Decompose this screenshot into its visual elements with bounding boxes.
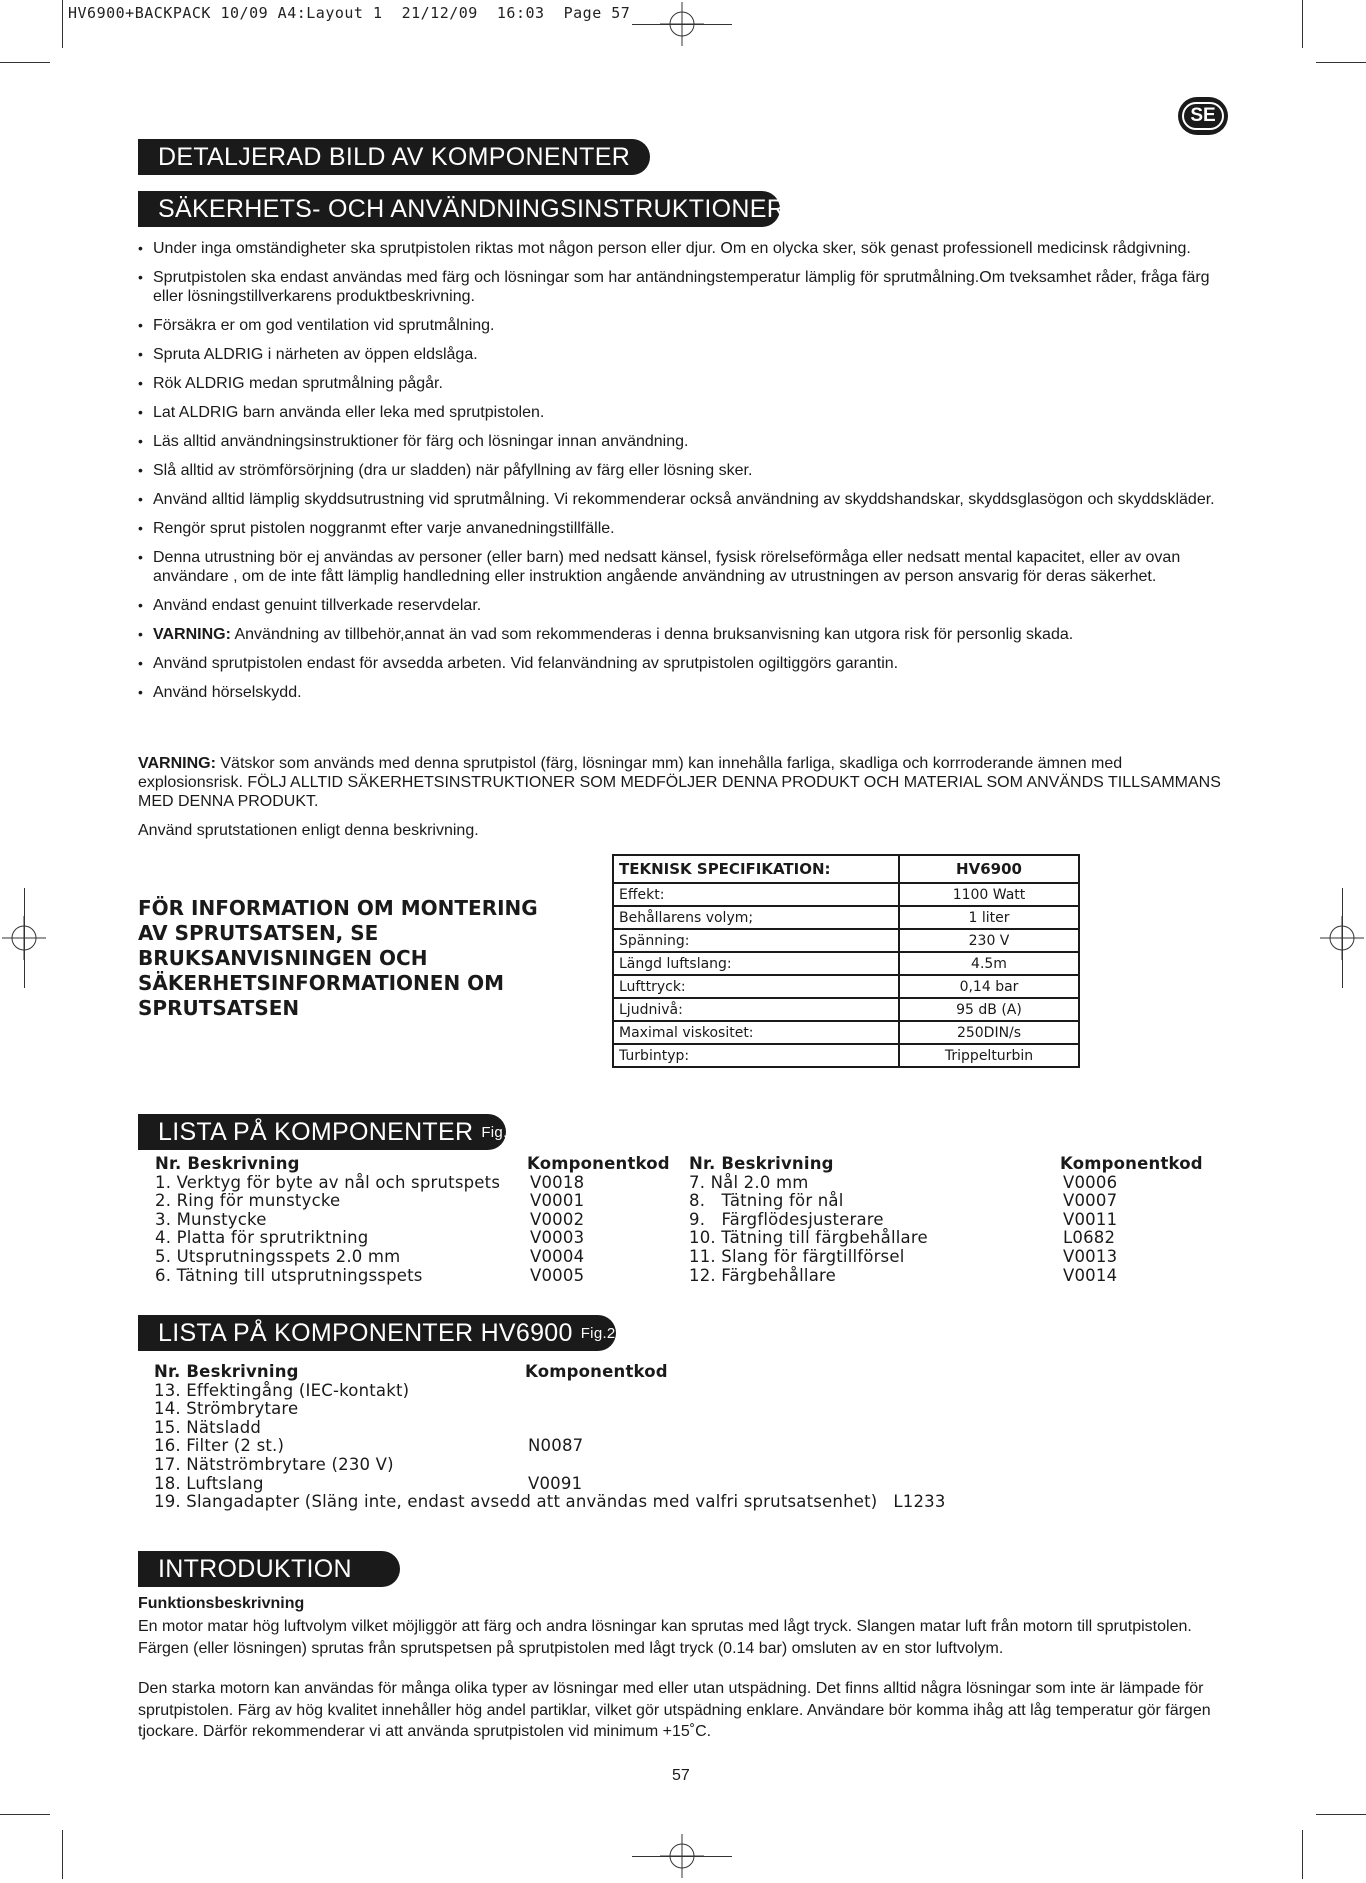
intro-paragraph-2: Den starka motorn kan användas för många olika typer av lösningar med eller utan utspädning. Det finns alltid några lösningar som inte är lämpade för sprutpistolen. Färg av hög kvalitet innehåller hög andel partiklar, vilket gör utspädning enklare. Användare bör komma ihåg att låg temperatur gör färgen tjockare. Därför rekommenderar vi att använda sprutpistolen vid minimum +15˚C.: [138, 1680, 1211, 1740]
list-item: • Försäkra er om god ventilation vid sprutmålning.: [138, 316, 1228, 335]
crop-mark: [0, 62, 50, 63]
crop-mark: [1316, 1814, 1366, 1815]
table-header-cell: HV6900: [899, 855, 1079, 883]
registration-mark-icon: [2, 916, 46, 960]
component-list-right: [689, 1155, 1209, 1285]
section-banner-components-fig2: [138, 1315, 616, 1351]
page-number: 57: [672, 1767, 690, 1784]
language-code: SE: [1182, 102, 1223, 130]
list-item: [155, 1248, 675, 1267]
warning-text: Vätskor som används med denna sprutpistol (färg, lösningar mm) kan innehålla farliga, skadliga och korrroderande ämnen med explosionsrisk. FÖLJ ALLTID SÄKERHETSINSTRUKTIONER SOM MEDFÖLJER DENNA PRODUKT OCH MATERIAL SOM ANVÄNDS TILLSAMMANS MED DENNA PRODUKT.: [138, 755, 1221, 810]
section-title: DETALJERAD BILD AV KOMPONENTER: [158, 142, 631, 171]
component-list-header: [689, 1155, 1209, 1174]
component-desc: 3. Munstycke: [155, 1209, 267, 1229]
list-item: [155, 1267, 675, 1286]
warning-label: VARNING:: [153, 626, 231, 643]
list-item: [689, 1174, 1209, 1193]
print-slug: HV6900+BACKPACK 10/09 A4:Layout 1 21/12/09 16:03 Page 57: [68, 4, 631, 22]
component-code: V0001: [530, 1191, 585, 1211]
component-list-left: [155, 1155, 675, 1285]
component-code: V0007: [1063, 1191, 1118, 1211]
spec-value: Trippelturbin: [899, 1044, 1079, 1067]
component-code: V0014: [1063, 1265, 1118, 1285]
table-header-cell: TEKNISK SPECIFIKATION:: [613, 855, 899, 883]
component-desc: 13. Effektingång (IEC-kontakt): [154, 1380, 410, 1400]
intro-subheading: Funktionsbeskrivning: [138, 1595, 305, 1612]
list-item: • Lat ALDRIG barn använda eller leka med sprutpistolen.: [138, 403, 1228, 422]
component-desc: 1. Verktyg för byte av nål och sprutspets: [155, 1172, 501, 1192]
spec-label: Maximal viskositet:: [613, 1021, 899, 1044]
warning-text: Användning av tillbehör,annat än vad som rekommenderas i denna bruksanvisning kan utgora risk för personlig skada.: [230, 626, 1074, 643]
spec-value: 230 V: [899, 929, 1079, 952]
list-item: [155, 1192, 675, 1211]
component-code: V0091: [528, 1473, 583, 1493]
list-item: [154, 1492, 946, 1512]
crop-mark: [1302, 1830, 1303, 1879]
column-header-desc: Nr. Beskrivning: [154, 1362, 299, 1381]
list-item: • Läs alltid användningsinstruktioner för färg och lösningar innan användning.: [138, 432, 1228, 451]
list-item: • Använd hörselskydd.: [138, 683, 1228, 702]
component-desc: 19. Slangadapter (Släng inte, endast avsedd att användas med valfri sprutsatsenhet): [154, 1492, 878, 1512]
component-desc: 8. Tätning för nål: [689, 1191, 844, 1211]
registration-mark-icon: [1320, 916, 1364, 960]
list-item: [689, 1229, 1209, 1248]
list-item: • Denna utrustning bör ej användas av personer (eller barn) med nedsatt känsel, fysisk rörelseförmåga eller nedsatt mental kapacitet, eller av ovan användare , om de inte fått lämplig handledning eller instruktion angående användning av utrustningen av person ansvarig för deras säkerhet.: [138, 548, 1228, 586]
table-row: [613, 1044, 1079, 1067]
crop-mark: [0, 1814, 50, 1815]
list-item: [154, 1437, 914, 1456]
list-item: [154, 1400, 914, 1419]
language-badge: [1178, 97, 1228, 135]
list-item: [689, 1192, 1209, 1211]
registration-mark-icon: [660, 2, 704, 46]
warning-paragraph: [138, 754, 1228, 811]
component-desc: 16. Filter (2 st.): [154, 1436, 285, 1456]
component-desc: 6. Tätning till utsprutningsspets: [155, 1265, 423, 1285]
table-row: [613, 1021, 1079, 1044]
crop-mark: [1302, 0, 1303, 48]
table-row: [613, 952, 1079, 975]
list-item: [155, 1229, 675, 1248]
spec-value: 4.5m: [899, 952, 1079, 975]
component-code: V0005: [530, 1265, 585, 1285]
usage-note: Använd sprutstationen enligt denna beskrivning.: [138, 822, 479, 839]
section-title: INTRODUKTION: [158, 1554, 352, 1583]
component-code: V0002: [530, 1209, 585, 1229]
spec-label: Lufttryck:: [613, 975, 899, 998]
spec-label: Spänning:: [613, 929, 899, 952]
section-title: LISTA PÅ KOMPONENTER HV6900: [158, 1318, 573, 1347]
component-desc: 9. Färgflödesjusterare: [689, 1209, 884, 1229]
component-code: V0018: [530, 1172, 585, 1192]
list-item: • Använd alltid lämplig skyddsutrustning vid sprutmålning. Vi rekommenderar också användning av skyddshandskar, skyddsglasögon och skyddskläder.: [138, 490, 1228, 509]
component-desc: 5. Utsprutningsspets 2.0 mm: [155, 1246, 401, 1266]
list-item: [154, 1419, 914, 1438]
component-code: V0004: [530, 1246, 585, 1266]
spec-value: 1 liter: [899, 906, 1079, 929]
table-row: [613, 929, 1079, 952]
component-code: L0682: [1063, 1228, 1116, 1248]
section-title: LISTA PÅ KOMPONENTER: [158, 1117, 474, 1146]
component-code: V0006: [1063, 1172, 1118, 1192]
component-code: V0011: [1063, 1209, 1118, 1229]
section-banner-intro: [138, 1551, 400, 1587]
component-code: L1233: [893, 1492, 946, 1512]
list-item: • Under inga omständigheter ska sprutpistolen riktas mot någon person eller djur. Om en olycka sker, sök genast professionell medicinsk rådgivning.: [138, 239, 1228, 258]
warning-label: VARNING:: [138, 755, 216, 772]
crop-mark: [62, 1830, 63, 1879]
list-item-warning: [138, 625, 1228, 644]
spec-label: Behållarens volym;: [613, 906, 899, 929]
table-header-row: [613, 855, 1079, 883]
spec-value: 95 dB (A): [899, 998, 1079, 1021]
section-banner-components-fig1: [138, 1114, 517, 1150]
list-item: [154, 1382, 914, 1401]
component-desc: 11. Slang för färgtillförsel: [689, 1246, 905, 1266]
assembly-info-heading: FÖR INFORMATION OM MONTERING AV SPRUTSATSEN, SE BRUKSANVISNINGEN OCH SÄKERHETSINFORMATIONEN OM SPRUTSATSEN: [138, 896, 538, 1020]
list-item: [689, 1211, 1209, 1230]
component-code: N0087: [528, 1436, 584, 1456]
section-title: SÄKERHETS- OCH ANVÄNDNINGSINSTRUKTIONER: [158, 194, 786, 223]
figure-label: Fig.2: [580, 1324, 616, 1342]
spec-value: 1100 Watt: [899, 883, 1079, 906]
section-banner-safety: [138, 191, 786, 227]
list-item: • Spruta ALDRIG i närheten av öppen eldslåga.: [138, 345, 1228, 364]
column-header-code: Komponentkod: [1060, 1154, 1203, 1173]
component-list-header: [154, 1363, 914, 1382]
table-row: [613, 906, 1079, 929]
spec-value: 0,14 bar: [899, 975, 1079, 998]
component-desc: 12. Färgbehållare: [689, 1265, 836, 1285]
component-desc: 4. Platta för sprutriktning: [155, 1228, 369, 1248]
spec-label: Effekt:: [613, 883, 899, 906]
component-desc: 15. Nätsladd: [154, 1417, 262, 1437]
spec-label: Ljudnivå:: [613, 998, 899, 1021]
crop-mark: [62, 0, 63, 48]
list-item: [155, 1174, 675, 1193]
list-item: [689, 1267, 1209, 1286]
registration-mark-icon: [660, 1834, 704, 1878]
spec-label: Turbintyp:: [613, 1044, 899, 1067]
list-item: • Rök ALDRIG medan sprutmålning pågår.: [138, 374, 1228, 393]
component-desc: 7. Nål 2.0 mm: [689, 1172, 809, 1192]
component-code: V0003: [530, 1228, 585, 1248]
table-row: [613, 883, 1079, 906]
list-item: • Sprutpistolen ska endast användas med färg och lösningar som har antändningstemperatur lämplig för sprutmålning.Om tveksamhet råder, fråga färg eller lösningstillverkarens produktbeskrivning.: [138, 268, 1228, 306]
safety-instructions-list: [138, 239, 1228, 712]
column-header-code: Komponentkod: [527, 1154, 670, 1173]
intro-paragraph-1: En motor matar hög luftvolym vilket möjliggör att färg och andra lösningar kan sprutas med lågt tryck. Slangen matar luft från motorn till sprutpistolen. Färgen (eller lösningen) sprutas från sprutspetsen på sprutpistolen med lågt tryck (0.14 bar) omsluten av en stor luftvolym.: [138, 1618, 1192, 1657]
list-item: • Använd sprutpistolen endast för avsedda arbeten. Vid felanvändning av sprutpistolen ogiltiggörs garantin.: [138, 654, 1228, 673]
table-row: [613, 998, 1079, 1021]
spec-label: Längd luftslang:: [613, 952, 899, 975]
crop-mark: [1316, 62, 1366, 63]
list-item: • Slå alltid av strömförsörjning (dra ur sladden) när påfyllning av färg eller lösning sker.: [138, 461, 1228, 480]
component-desc: 2. Ring för munstycke: [155, 1191, 341, 1211]
list-item: [155, 1211, 675, 1230]
figure-label: Fig.1: [481, 1123, 517, 1141]
component-code: V0013: [1063, 1246, 1118, 1266]
column-header-desc: Nr. Beskrivning: [689, 1154, 834, 1173]
component-desc: 17. Nätströmbrytare (230 V): [154, 1454, 394, 1474]
list-item: [689, 1248, 1209, 1267]
technical-spec-table: [612, 854, 1080, 1068]
component-desc: 10. Tätning till färgbehållare: [689, 1228, 928, 1248]
section-banner-detail-view: [138, 139, 650, 175]
list-item: [154, 1475, 914, 1494]
column-header-code: Komponentkod: [525, 1362, 668, 1381]
table-row: [613, 975, 1079, 998]
column-header-desc: Nr. Beskrivning: [155, 1154, 300, 1173]
component-list-hv6900: [154, 1362, 946, 1512]
list-item: [154, 1456, 914, 1475]
component-desc: 18. Luftslang: [154, 1473, 264, 1493]
spec-value: 250DIN/s: [899, 1021, 1079, 1044]
list-item: • Rengör sprut pistolen noggranmt efter varje anvanedningstillfälle.: [138, 519, 1228, 538]
list-item: • Använd endast genuint tillverkade reservdelar.: [138, 596, 1228, 615]
component-list-header: [155, 1155, 675, 1174]
component-desc: 14. Strömbrytare: [154, 1399, 299, 1419]
